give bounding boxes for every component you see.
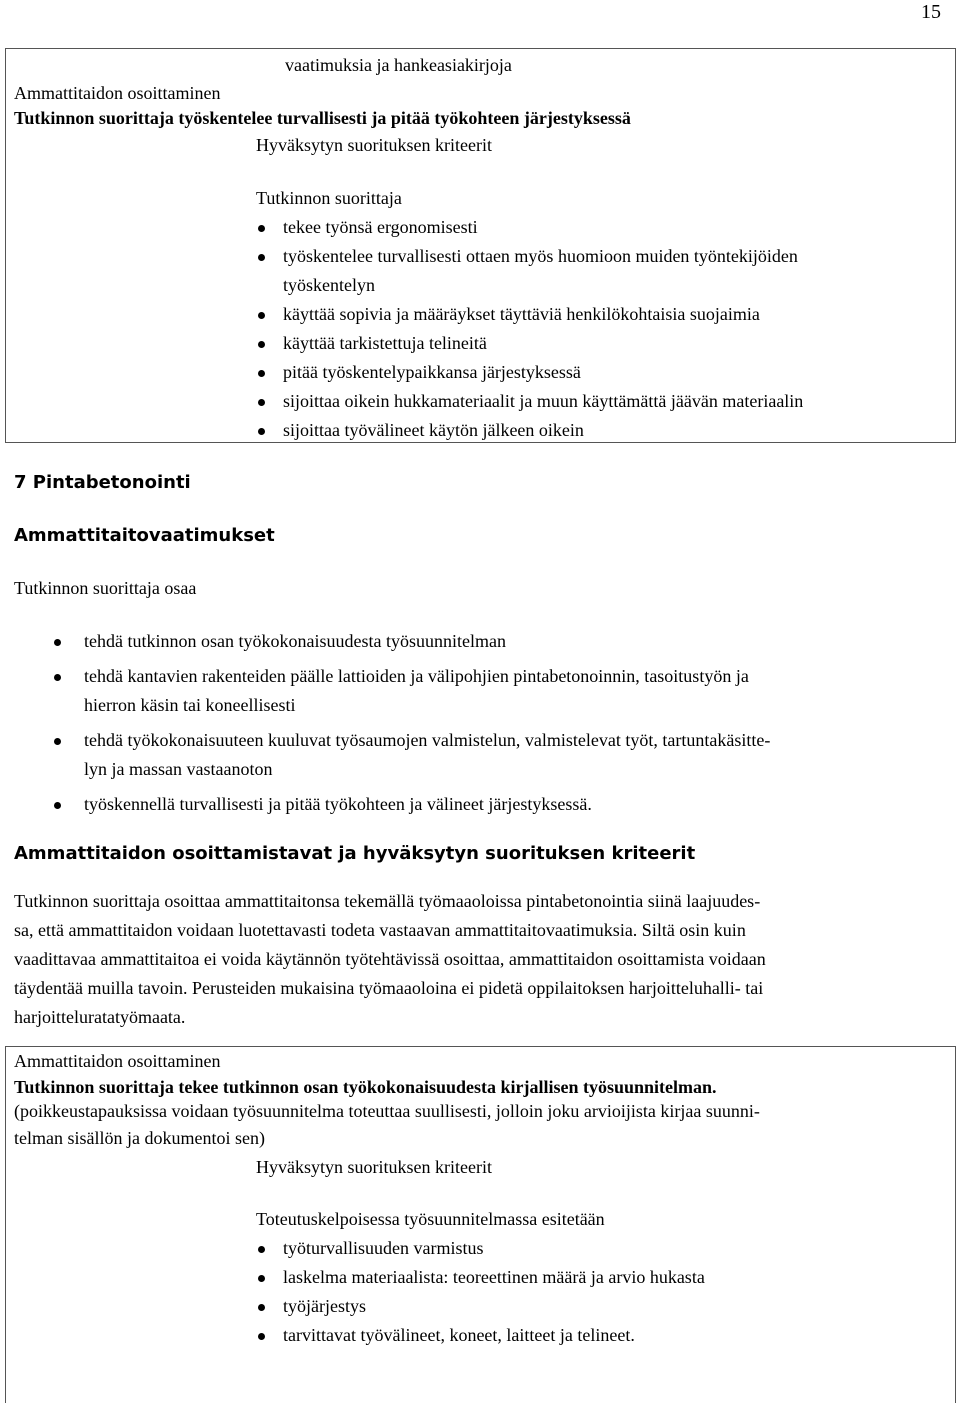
list-item: tehdä tutkinnon osan työkokonaisuudesta työsuunnitelman (14, 627, 944, 656)
list-item: pitää työskentelypaikkansa järjestyksessä (256, 358, 946, 387)
page-number: 15 (921, 1, 941, 23)
box2-note-line2: telman sisällön ja dokumentoi sen) (14, 1128, 265, 1148)
list-item: työskennellä turvallisesti ja pitää työkohteen ja välineet järjestyksessä. (14, 790, 944, 819)
list-item: tarvittavat työvälineet, koneet, laitteet ja telineet. (256, 1321, 946, 1350)
list-item: sijoittaa oikein hukkamateriaalit ja muun käyttämättä jäävän materiaalin (256, 387, 946, 416)
list-item: tehdä kantavien rakenteiden päälle lattioiden ja välipohjien pintabetonoinnin, tasoitustyön ja hierron käsin tai koneellisesti (14, 662, 944, 720)
box2-heading: Tutkinnon suorittaja tekee tutkinnon osan työkokonaisuudesta kirjallisen työsuunnitelman. (14, 1077, 717, 1097)
requirements-title: Ammattitaitovaatimukset (14, 525, 275, 546)
list-item: tekee työnsä ergonomisesti (256, 213, 946, 242)
list-item: käyttää sopivia ja määräykset täyttäviä henkilökohtaisia suojaimia (256, 300, 946, 329)
box1-label: Ammattitaidon osoittaminen (14, 83, 221, 103)
list-item: sijoittaa työvälineet käytön jälkeen oikein (256, 416, 946, 445)
requirements-intro: Tutkinnon suorittaja osaa (14, 578, 197, 598)
section-title: 7 Pintabetonointi (14, 472, 191, 493)
list-item: laskelma materiaalista: teoreettinen määrä ja arvio hukasta (256, 1263, 946, 1292)
requirements-list (14, 627, 944, 819)
box2-criteria-label: Hyväksytyn suorituksen kriteerit (256, 1157, 492, 1177)
box2-criteria-list (256, 1234, 946, 1350)
assessment-title: Ammattitaidon osoittamistavat ja hyväksytyn suorituksen kriteerit (14, 843, 696, 864)
list-item: työskentelee turvallisesti ottaen myös huomioon muiden työntekijöiden työskentelyn (256, 242, 946, 300)
assessment-paragraph: Tutkinnon suorittaja osoittaa ammattitaitonsa tekemällä työmaaoloissa pintabetonointia siinä laajuudes- sa, että ammattitaidon voidaan luotettavasti todeta vastaavan ammattitaitovaatimuksia. Siltä osin kuin vaadittavaa ammattitaitoa ei voida käytännön työtehtävissä osoittaa, ammattitaidon osoittamista voidaan täydentää muilla tavoin. Perusteiden mukaisina työmaaoloina ei pidetä oppilaitoksen harjoitteluhalli- tai harjoitteluratatyömaata. (14, 891, 766, 1027)
list-item: käyttää tarkistettuja telineitä (256, 329, 946, 358)
list-item: työturvallisuuden varmistus (256, 1234, 946, 1263)
box1-heading: Tutkinnon suorittaja työskentelee turvallisesti ja pitää työkohteen järjestyksessä (14, 108, 631, 128)
box1-top-line: vaatimuksia ja hankeasiakirjoja (285, 55, 512, 75)
box1-subject: Tutkinnon suorittaja (256, 188, 402, 208)
box1-criteria-label: Hyväksytyn suorituksen kriteerit (256, 135, 492, 155)
box1-criteria-list (256, 213, 946, 445)
list-item: työjärjestys (256, 1292, 946, 1321)
list-item: tehdä työkokonaisuuteen kuuluvat työsaumojen valmistelun, valmistelevat työt, tartuntakäsitte- lyn ja massan vastaanoton (14, 726, 944, 784)
box2-note-line1: (poikkeustapauksissa voidaan työsuunnitelma toteuttaa suullisesti, jolloin joku arvioijista kirjaa suunni- (14, 1101, 760, 1121)
box2-subject: Toteutuskelpoisessa työsuunnitelmassa esitetään (256, 1209, 605, 1229)
box2-label: Ammattitaidon osoittaminen (14, 1051, 221, 1071)
